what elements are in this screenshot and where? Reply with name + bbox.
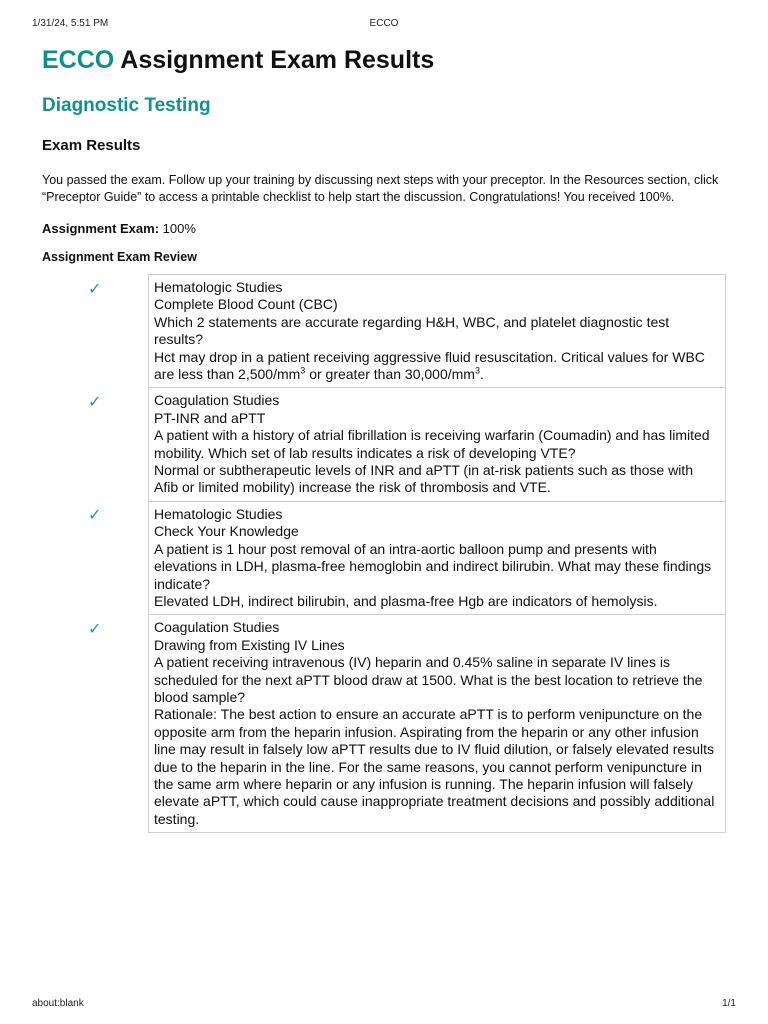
review-question: A patient with a history of atrial fibrillation is receiving warfarin (Coumadin) and has limited mobility. Which set of lab results indicates a risk of developing VTE? (154, 427, 710, 461)
review-category: Hematologic Studies (154, 279, 283, 295)
correct-check-icon: ✓ (88, 620, 102, 638)
review-title: Assignment Exam Review (42, 250, 197, 264)
review-topic: PT-INR and aPTT (154, 409, 266, 426)
review-answer: Normal or subtherapeutic levels of INR and aPTT (in at-risk patients such as those with Afib or limited mobility) increase the risk of thrombosis and VTE. (154, 462, 693, 496)
review-table (42, 274, 726, 833)
correct-check-icon: ✓ (88, 280, 102, 298)
review-question: A patient is 1 hour post removal of an intra-aortic balloon pump and presents with elevations in LDH, plasma-free hemoglobin and indirect bilirubin. What may these findings indicate? (154, 540, 712, 592)
review-item (149, 501, 726, 614)
module-title: Diagnostic Testing (42, 95, 211, 116)
review-answer: Elevated LDH, indirect bilirubin, and plasma-free Hgb are indicators of hemolysis. (154, 592, 658, 609)
review-topic: Check Your Knowledge (154, 523, 299, 540)
page-title (42, 44, 728, 76)
correct-check-icon: ✓ (88, 507, 102, 525)
exam-score-label: Assignment Exam: (42, 221, 160, 236)
review-item (149, 615, 726, 833)
review-row (42, 615, 726, 833)
exam-score-value: 100% (162, 221, 196, 236)
brand-name: ECCO (42, 46, 115, 74)
review-item (149, 275, 726, 388)
review-category: Hematologic Studies (154, 505, 283, 522)
correct-check-icon: ✓ (88, 393, 102, 411)
review-item (149, 388, 726, 501)
review-topic: Drawing from Existing IV Lines (154, 636, 345, 653)
review-category: Coagulation Studies (154, 619, 280, 636)
print-url: about:blank (32, 998, 84, 1009)
section-title: Exam Results (42, 137, 141, 154)
review-row (42, 275, 726, 388)
review-topic: Complete Blood Count (CBC) (154, 296, 338, 313)
review-row (42, 388, 726, 501)
review-answer: Rationale: The best action to ensure an accurate aPTT is to perform venipuncture on the opposite arm from the heparin infusion. Aspirating from the heparin or any other infusion line may result in falsely low aPTT results due to IV fluid dilution, or falsely elevated results due to the heparin in the line. For the same reasons, you cannot perform venipuncture in the same arm where heparin or any infusion is running. The heparin infusion will falsely elevate aPTT, which could cause inappropriate treatment decisions and possibly additional testing. (154, 706, 715, 827)
review-answer: Hct may drop in a patient receiving aggressive fluid resuscitation. Critical values for WBC are less than $2,500/mm^3$ or greater than $30,000/mm^3$. (154, 348, 705, 383)
page-title-text: Assignment Exam Results (120, 46, 435, 74)
print-date: 1/31/24, 5:51 PM (32, 18, 109, 29)
review-category: Coagulation Studies (154, 392, 280, 409)
print-doc-title: ECCO (369, 18, 399, 29)
print-page-number: 1/1 (722, 998, 736, 1009)
exam-results-content (42, 44, 728, 833)
review-row (42, 501, 726, 614)
print-footer (32, 998, 736, 1012)
print-header (32, 18, 736, 32)
exam-score (42, 220, 728, 237)
review-question: A patient receiving intravenous (IV) heparin and 0.45% saline in separate IV lines is scheduled for the next aPTT blood draw at 1500. What is the best location to retrieve the blood sample? (154, 654, 703, 705)
review-question: Which 2 statements are accurate regarding H&H, WBC, and platelet diagnostic test results? (154, 313, 670, 348)
intro-text: You passed the exam. Follow up your training by discussing next steps with your preceptor. In the Resources section, click “Preceptor Guide” to access a printable checklist to help start the discussion. Congratulations! You received 100%. (42, 173, 719, 204)
